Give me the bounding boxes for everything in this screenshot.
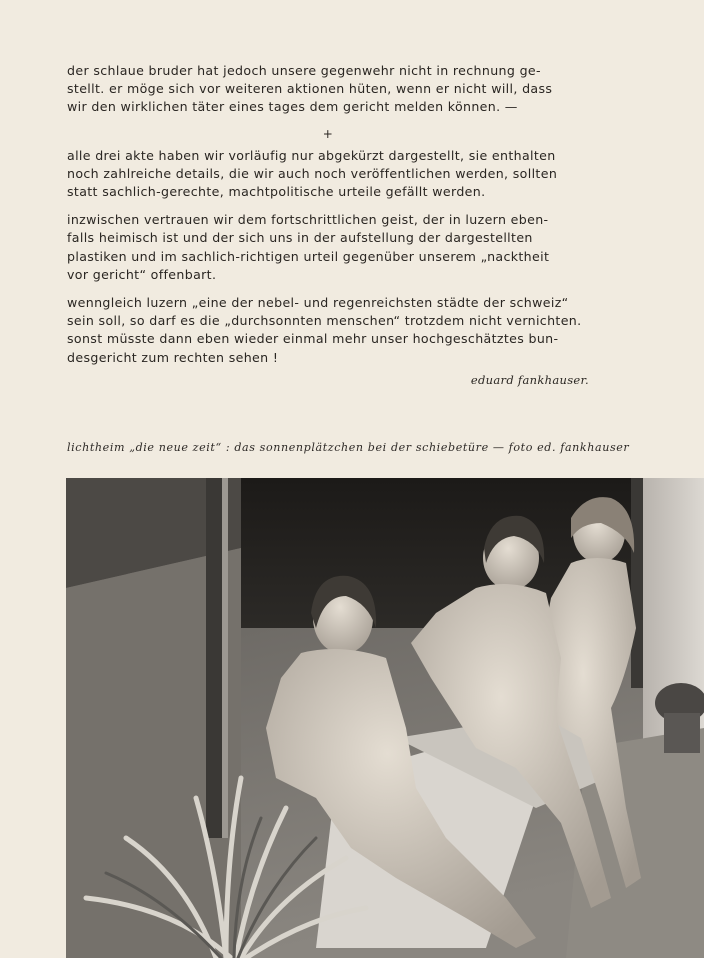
paragraph-4 bbox=[67, 294, 589, 367]
photo-caption: lichtheim „die neue zeit“ : das sonnenplätzchen bei der schiebetüre — foto ed. fankhauser bbox=[67, 441, 630, 454]
text-line: inzwischen vertrauen wir dem fortschrittlichen geist, der in luzern eben- bbox=[67, 212, 549, 228]
photograph-illustration bbox=[66, 478, 704, 958]
text-line: sonst müsste dann eben wieder einmal mehr unser hochgeschätztes bun- bbox=[67, 331, 559, 347]
text-line: der schlaue bruder hat jedoch unsere gegenwehr nicht in rechnung ge- bbox=[67, 63, 541, 78]
text-line: sein soll, so darf es die „durchsonnten menschen“ trotzdem nicht vernichten. bbox=[67, 313, 582, 329]
text-line: noch zahlreiche details, die wir auch noch veröffentlichen werden, sollten bbox=[67, 165, 558, 181]
photograph bbox=[66, 478, 704, 958]
author-signature: eduard fankhauser. bbox=[470, 372, 589, 387]
section-separator: + bbox=[322, 126, 334, 141]
text-line: alle drei akte haben wir vorläufig nur abgekürzt dargestellt, sie enthalten bbox=[67, 147, 556, 163]
text-line: plastiken und im sachlich-richtigen urteil gegenüber unserem „nacktheit bbox=[67, 248, 550, 264]
text-line: wenngleich luzern „eine der nebel- und regenreichsten städte der schweiz“ bbox=[67, 295, 569, 311]
text-line: vor gericht“ offenbart. bbox=[67, 266, 217, 282]
text-line: desgericht zum rechten sehen ! bbox=[67, 349, 279, 365]
paragraph-2 bbox=[67, 147, 589, 202]
text-line: wir den wirklichen täter eines tages dem gericht melden können. — bbox=[67, 99, 518, 115]
paragraph-1 bbox=[67, 62, 589, 117]
text-line: statt sachlich-gerechte, machtpolitische urteile gefällt werden. bbox=[67, 184, 486, 200]
text-line: falls heimisch ist und der sich uns in der aufstellung der dargestellten bbox=[67, 230, 533, 246]
paragraph-3 bbox=[67, 211, 589, 284]
text-line: stellt. er möge sich vor weiteren aktionen hüten, wenn er nicht will, dass bbox=[67, 81, 553, 97]
article-body bbox=[67, 62, 589, 389]
